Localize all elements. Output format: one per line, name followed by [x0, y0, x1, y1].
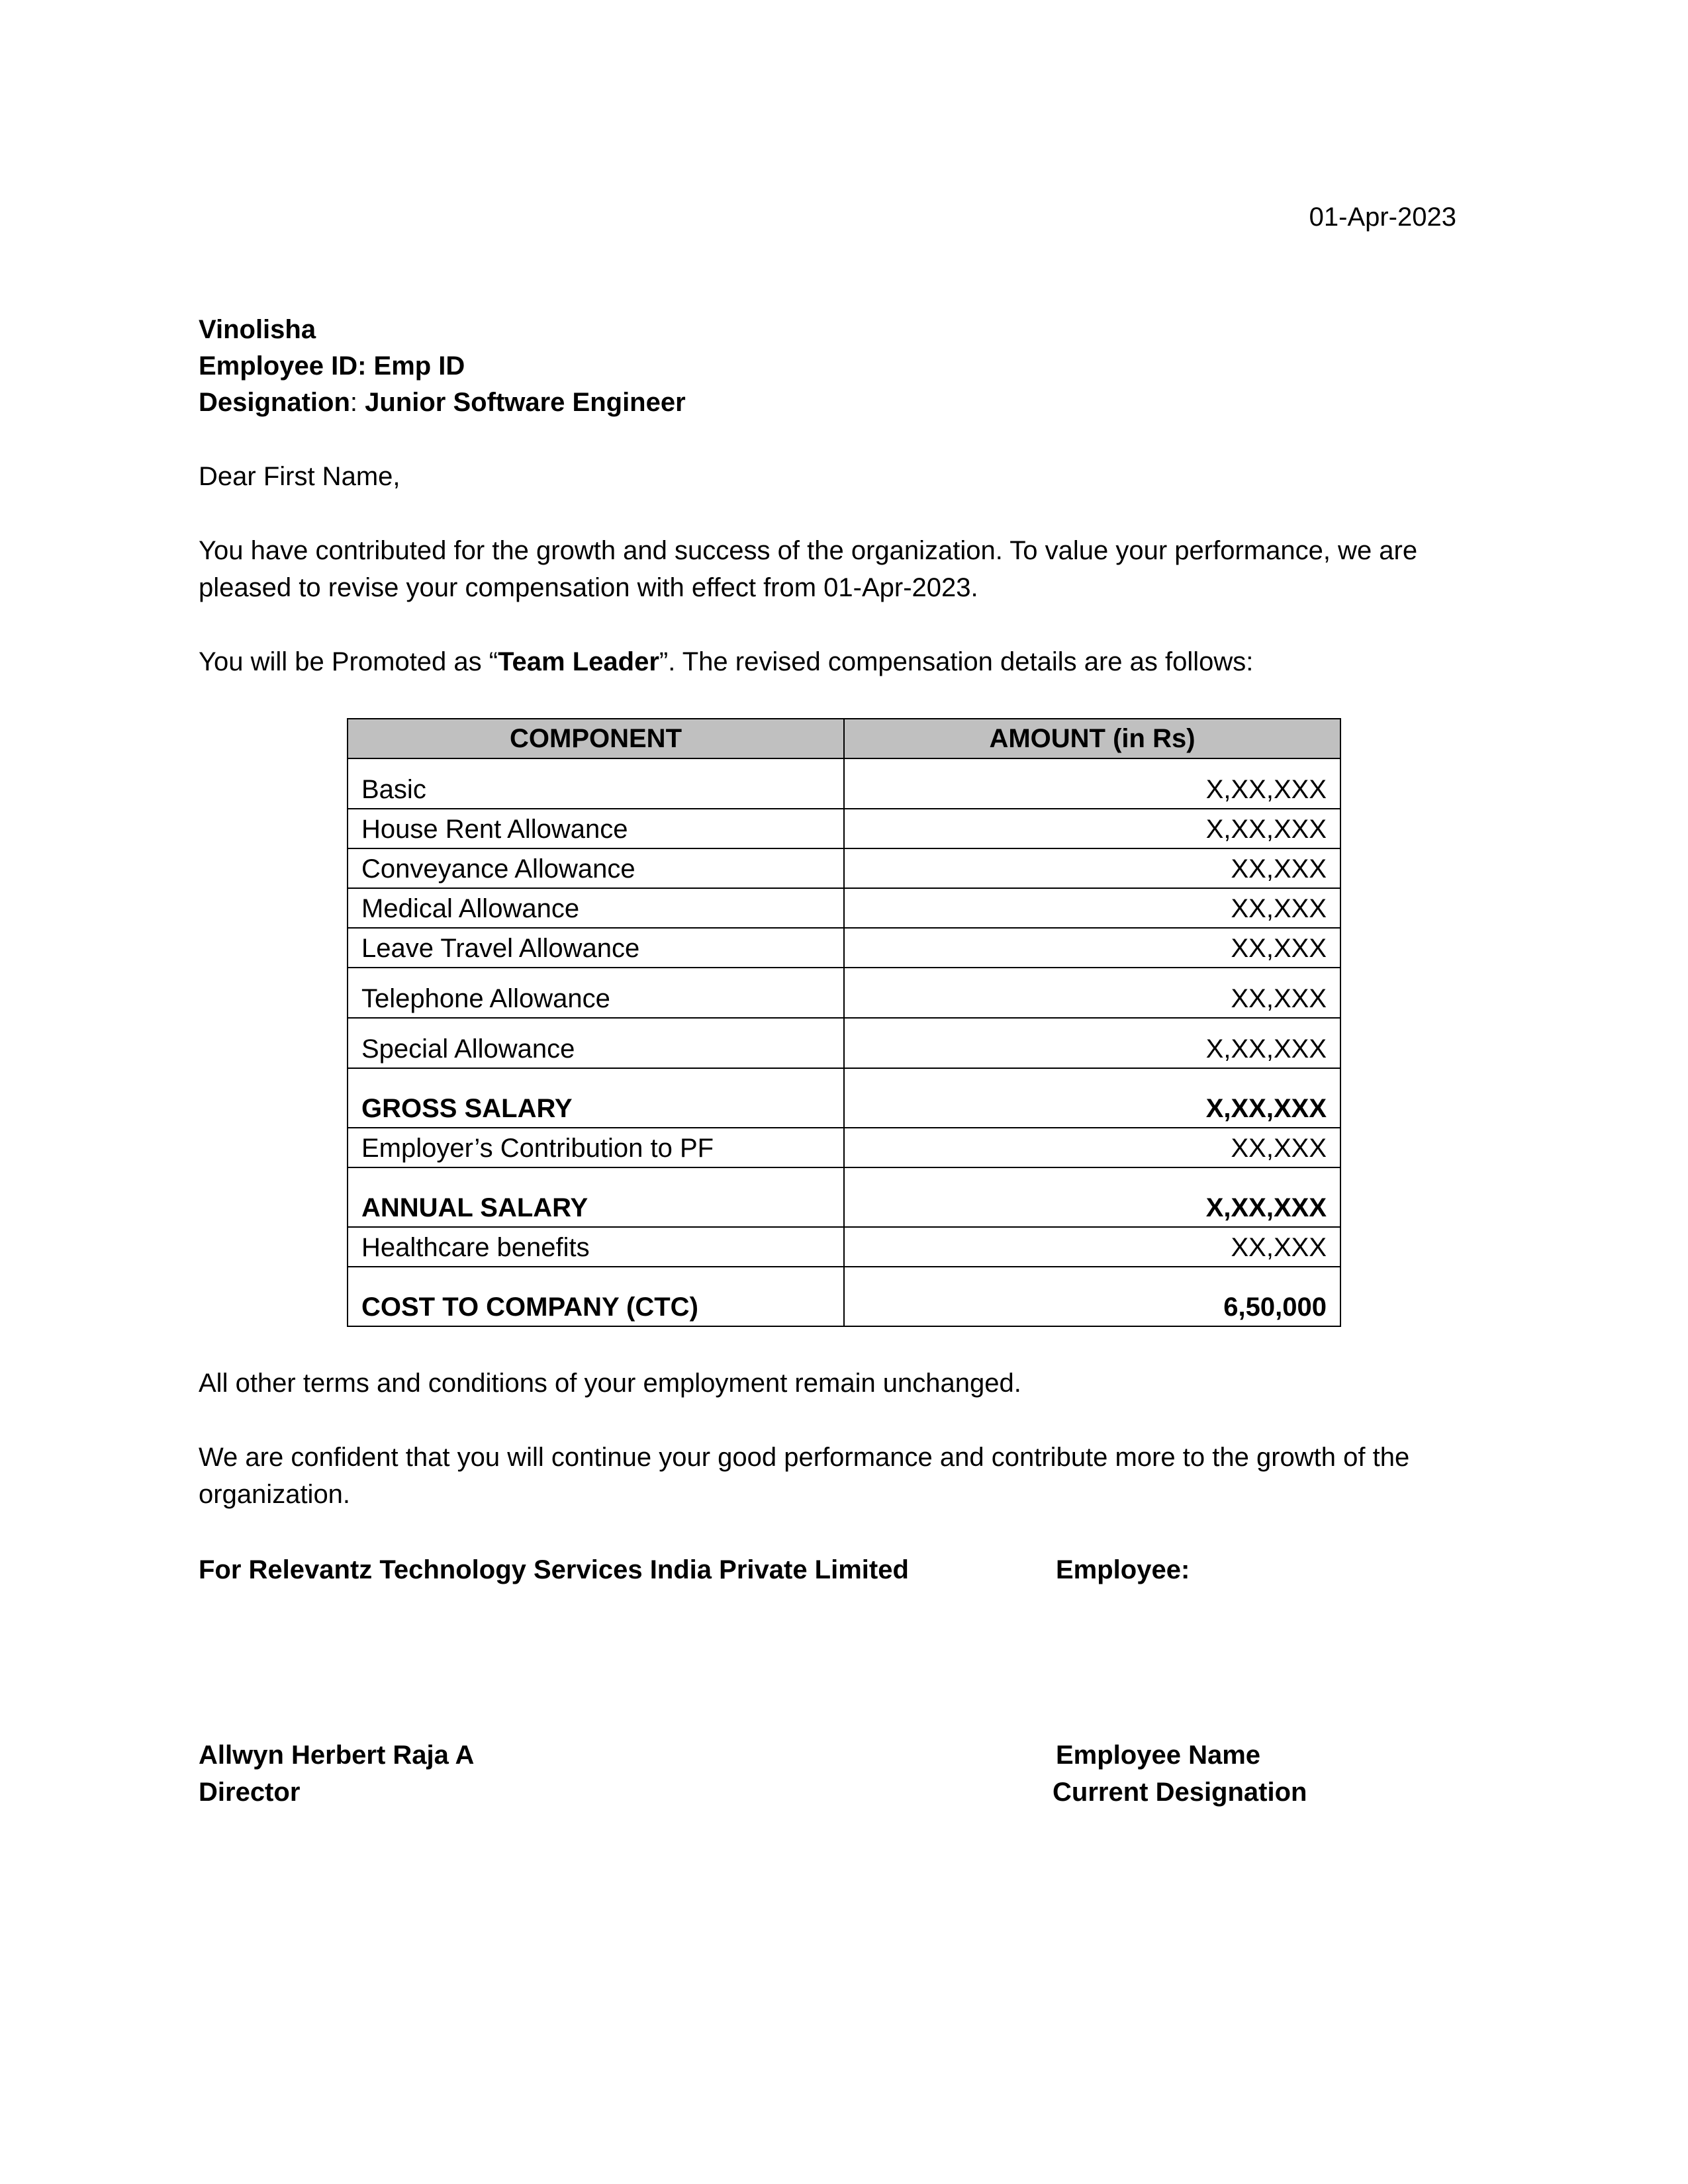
component-cell: Basic: [348, 758, 844, 809]
compensation-table: [347, 718, 1341, 1327]
designation-value: Junior Software Engineer: [365, 388, 686, 417]
column-header-amount: AMOUNT (in Rs): [844, 719, 1340, 758]
amount-cell: XX,XXX: [844, 928, 1340, 968]
amount-cell: XX,XXX: [844, 1227, 1340, 1267]
table-row: [348, 1227, 1340, 1267]
signatory-name: Allwyn Herbert Raja A: [199, 1741, 475, 1770]
component-cell: GROSS SALARY: [348, 1068, 844, 1128]
table-row-annual-salary: [348, 1167, 1340, 1227]
amount-cell: X,XX,XXX: [844, 758, 1340, 809]
paragraph-confidence: We are confident that you will continue your good performance and contribute more to the growth of the organization.: [199, 1443, 1410, 1509]
employee-designation: Current Designation: [1053, 1778, 1307, 1807]
employee-id-label: Employee ID:: [199, 351, 374, 381]
employee-name: Employee Name: [1056, 1741, 1261, 1770]
employee-id-value: Emp ID: [373, 351, 465, 381]
component-cell: Medical Allowance: [348, 888, 844, 928]
component-cell: ANNUAL SALARY: [348, 1167, 844, 1227]
table-row: [348, 1128, 1340, 1167]
table-row: [348, 968, 1340, 1018]
amount-cell: XX,XXX: [844, 1128, 1340, 1167]
paragraph-terms: All other terms and conditions of your employment remain unchanged.: [199, 1369, 1021, 1398]
component-cell: Special Allowance: [348, 1018, 844, 1068]
component-cell: Telephone Allowance: [348, 968, 844, 1018]
component-cell: House Rent Allowance: [348, 809, 844, 848]
signatory-title: Director: [199, 1778, 301, 1807]
company-signature-line: For Relevantz Technology Services India Private Limited: [199, 1555, 909, 1584]
addressee-name: Vinolisha: [199, 315, 316, 344]
promotion-suffix: ”. The revised compensation details are as follows:: [659, 647, 1254, 676]
salutation: Dear First Name,: [199, 462, 400, 491]
table-row-gross-salary: [348, 1068, 1340, 1128]
component-cell: Healthcare benefits: [348, 1227, 844, 1267]
amount-cell: XX,XXX: [844, 888, 1340, 928]
column-header-component: COMPONENT: [348, 719, 844, 758]
amount-cell: XX,XXX: [844, 968, 1340, 1018]
paragraph-contribution: You have contributed for the growth and success of the organization. To value your performance, we are pleased to revise your compensation with effect from 01-Apr-2023.: [199, 536, 1418, 602]
component-cell: COST TO COMPANY (CTC): [348, 1267, 844, 1326]
amount-cell: X,XX,XXX: [844, 1167, 1340, 1227]
amount-cell: 6,50,000: [844, 1267, 1340, 1326]
designation-label: Designation: [199, 388, 350, 417]
table-row: [348, 848, 1340, 888]
table-row: [348, 758, 1340, 809]
paragraph-promotion: [199, 643, 1253, 680]
component-cell: Conveyance Allowance: [348, 848, 844, 888]
amount-cell: XX,XXX: [844, 848, 1340, 888]
table-row: [348, 809, 1340, 848]
promotion-prefix: You will be Promoted as “: [199, 647, 498, 676]
table-row: [348, 1018, 1340, 1068]
table-row-ctc: [348, 1267, 1340, 1326]
component-cell: Leave Travel Allowance: [348, 928, 844, 968]
designation-separator: :: [350, 388, 365, 417]
component-cell: Employer’s Contribution to PF: [348, 1128, 844, 1167]
amount-cell: X,XX,XXX: [844, 809, 1340, 848]
amount-cell: X,XX,XXX: [844, 1068, 1340, 1128]
addressee-employee-id: [199, 347, 465, 385]
addressee-designation: [199, 384, 686, 421]
letter-date: 01-Apr-2023: [1309, 203, 1456, 232]
table-header-row: [348, 719, 1340, 758]
amount-cell: X,XX,XXX: [844, 1018, 1340, 1068]
table-row: [348, 888, 1340, 928]
promotion-role: Team Leader: [498, 647, 659, 676]
employee-signature-label: Employee:: [1056, 1555, 1190, 1584]
table-row: [348, 928, 1340, 968]
